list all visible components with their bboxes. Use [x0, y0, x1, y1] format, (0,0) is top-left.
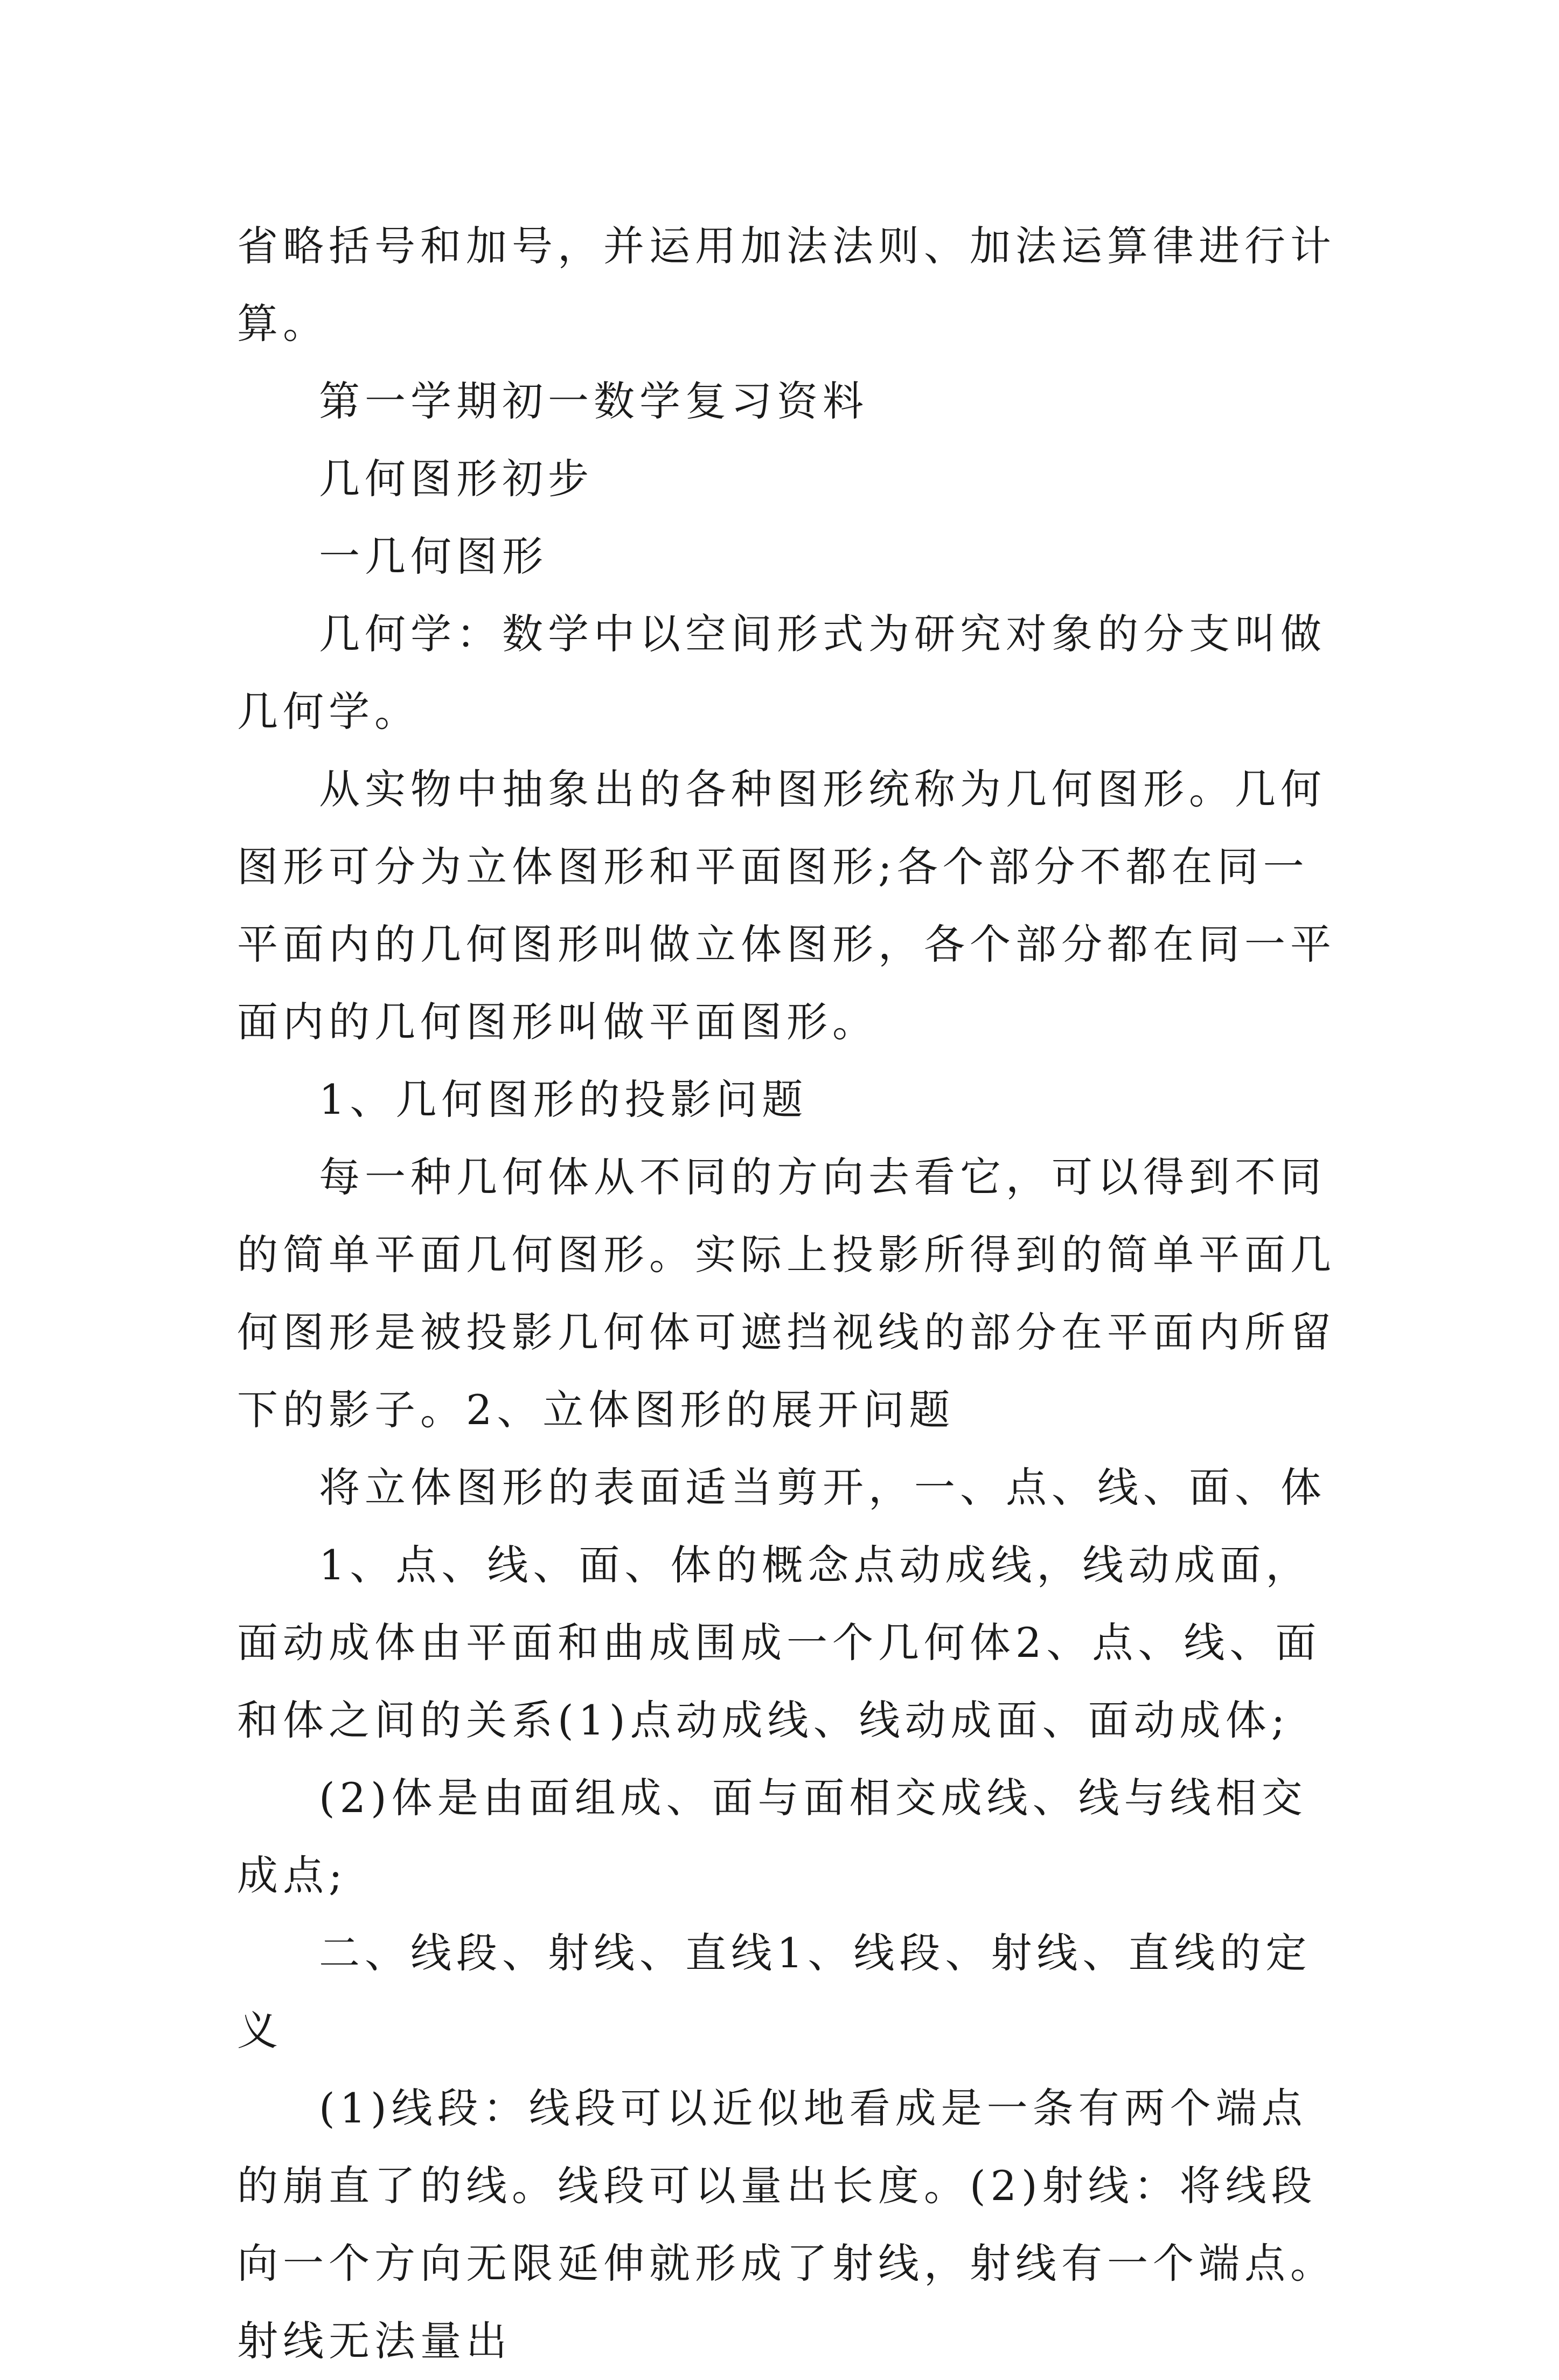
paragraph-geometry-definition: 几何学：数学中以空间形式为研究对象的分支叫做几何学。 — [237, 610, 1326, 735]
section-heading: 一几何图形 — [319, 532, 548, 580]
paragraph-point-line-surface: 1、点、线、面、体的概念点动成线，线动成面，面动成体由平面和曲成围成一个几何体2、点、线、面和体之间的关系(1)点动成线、线动成面、面动成体; — [237, 1541, 1321, 1744]
document-title: 第一学期初一数学复习资料 — [319, 377, 868, 425]
paragraph-geometric-figures: 从实物中抽象出的各种图形统称为几何图形。几何图形可分为立体图形和平面图形;各个部分不都在同一平面内的几何图形叫做立体图形，各个部分都在同一平面内的几何图形叫做平面图形。 — [237, 765, 1336, 1046]
chapter-heading: 几何图形初步 — [319, 455, 594, 503]
paragraph-relations: (2)体是由面组成、面与面相交成线、线与线相交成点; — [237, 1774, 1307, 1899]
section-heading-lines: 二、线段、射线、直线1、线段、射线、直线的定义 — [237, 1929, 1312, 2055]
paragraph-unfolding: 将立体图形的表面适当剪开，一、点、线、面、体 — [319, 1463, 1326, 1511]
subsection-heading-projection: 1、几何图形的投影问题 — [319, 1075, 808, 1123]
document-body — [237, 207, 1336, 2380]
paragraph-projection: 每一种几何体从不同的方向去看它，可以得到不同的简单平面几何图形。实际上投影所得到的简单平面几何图形是被投影几何体可遮挡视线的部分在平面内所留下的影子。2、立体图形的展开问题 — [237, 1153, 1336, 1434]
paragraph-segment-ray: (1)线段：线段可以近似地看成是一条有两个端点的崩直了的线。线段可以量出长度。(2)射线：将线段向一个方向无限延伸就形成了射线，射线有一个端点。射线无法量出 — [237, 2084, 1336, 2365]
paragraph-continuation: 省略括号和加号，并运用加法法则、加法运算律进行计算。 — [237, 222, 1336, 348]
